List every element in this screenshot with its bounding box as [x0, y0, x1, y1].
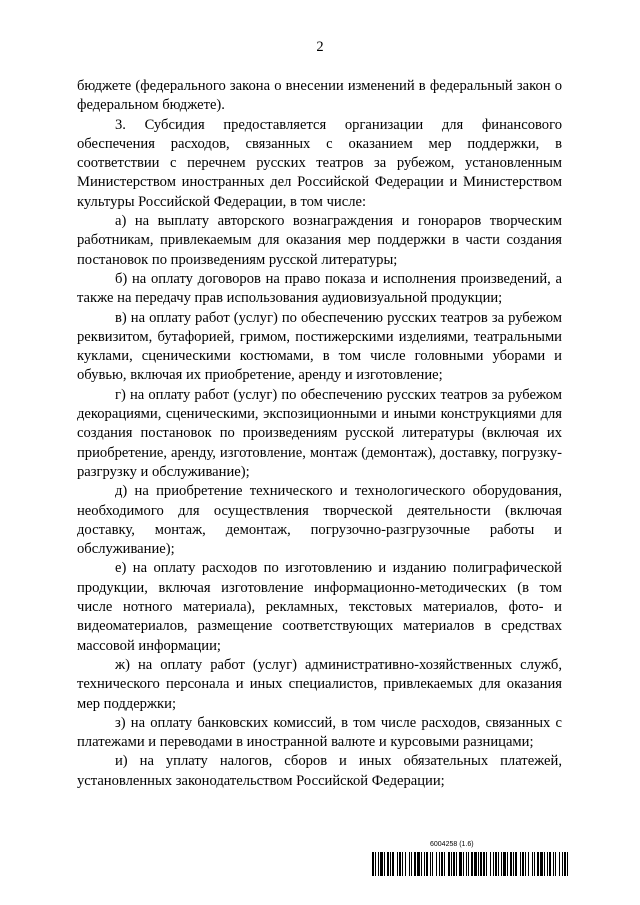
page-number: 2 — [316, 39, 324, 55]
paragraph-b-rights-contracts: б) на оплату договоров на право показа и исполнения произведений, а также на передачу прав использования аудиовизуальной продукции; — [77, 270, 562, 307]
paragraph-budget-law: бюджете (федерального закона о внесении изменений в федеральный закон о федеральном бюджете). — [77, 78, 562, 114]
paragraph-e-printing: е) на оплату расходов по изготовлению и изданию полиграфической продукции, включая изготовление информационно-методических (в том числе нотного материала), рекламных, текстовых материалов, фото- и видеоматериалов, размещение соответствующих материалов в средствах массовой информации; — [77, 560, 562, 654]
paragraph-3-subsidy: 3. Субсидия предоставляется организации для финансового обеспечения расходов, связанных с оказанием мер поддержки, в соответствии с перечнем русских театров за рубежом, установленным Министерством иностранных дел Российской Федерации и Министерством культуры Российской Федерации, в том числе: — [77, 116, 562, 210]
document-barcode — [372, 840, 568, 877]
paragraph-v-props-costumes: в) на оплату работ (услуг) по обеспечению русских театров за рубежом реквизитом, бутафорией, гримом, постижерскими изделиями, театральными куклами, сценическими костюмами, в том числе головными уборами и обувью, включая их приобретение, аренду и изготовление; — [77, 309, 562, 384]
paragraph-zh-staff: ж) на оплату работ (услуг) административно-хозяйственных служб, технического персонала и иных специалистов, привлекаемых для оказания мер поддержки; — [77, 656, 562, 712]
barcode-icon — [372, 852, 568, 876]
paragraph-g-decorations: г) на оплату работ (услуг) по обеспечению русских театров за рубежом декорациями, сценическими, экспозиционными и иными конструкциями для создания постановок по произведениям русской литературы (включая их приобретение, аренду, изготовление, монтаж (демонтаж), доставку, погрузку-разгрузку и обслуживание); — [77, 386, 562, 480]
paragraph-z-bank-fees: з) на оплату банковских комиссий, в том числе расходов, связанных с платежами и переводами в иностранной валюте и курсовыми разницами; — [77, 714, 562, 751]
paragraph-d-equipment: д) на приобретение технического и технологического оборудования, необходимого для осуществления творческой деятельности (включая доставку, монтаж, демонтаж, погрузочно-разгрузочные работы и обслуживание); — [77, 483, 562, 558]
paragraph-i-taxes: и) на уплату налогов, сборов и иных обязательных платежей, установленных законодательством Российской Федерации; — [77, 753, 562, 789]
paragraph-a-author-fees: а) на выплату авторского вознаграждения и гонораров творческим работникам, привлекаемым для оказания мер поддержки в части создания постановок по произведениям русской литературы; — [77, 213, 562, 268]
document-body — [77, 77, 562, 791]
barcode-code: 6004258 (1.6) — [430, 841, 474, 848]
